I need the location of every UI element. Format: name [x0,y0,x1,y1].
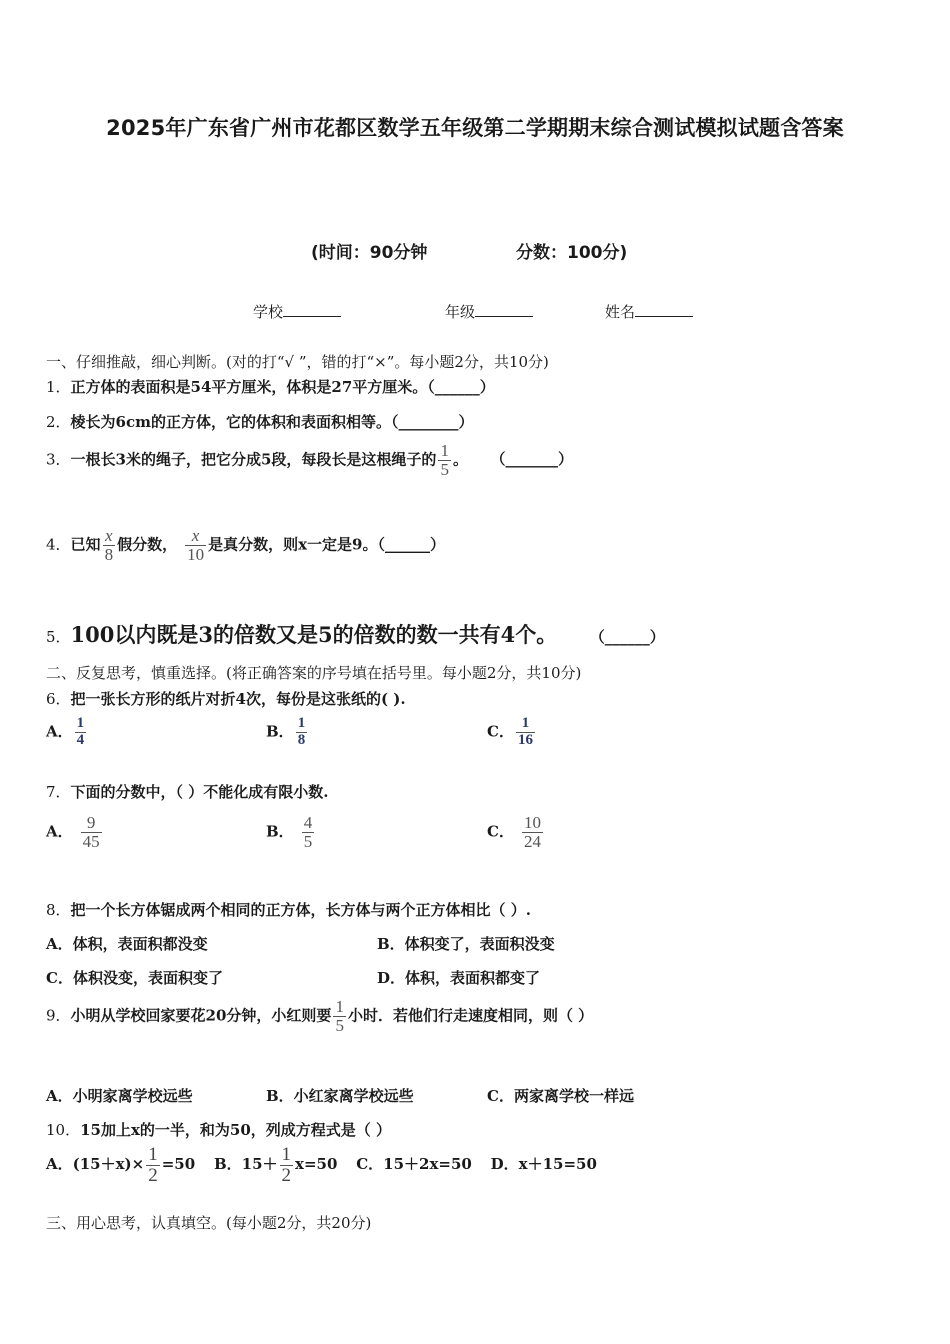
q7-option-c[interactable] [487,814,545,851]
q6-option-a[interactable] [46,716,88,749]
question-2 [46,411,474,432]
name-field[interactable] [605,301,693,322]
name-blank[interactable] [635,302,693,317]
option-label: A． [46,722,73,741]
school-label: 学校 [253,303,284,321]
q10-option-a[interactable]: A．(15＋x)× $\frac{1}{2}$ =50 [46,1144,196,1186]
question-number: 10． [46,1121,81,1139]
question-text: 下面的分数中，（ ）不能化成有限小数. [70,783,329,801]
fraction: $\frac{1}{4}$ [76,715,85,748]
q7-option-b[interactable] [266,814,316,851]
q8-option-b[interactable]: B．体积变了，表面积没变 [377,935,555,953]
fraction-x-over-8: $\frac{x}{8}$ [104,526,114,564]
section-1-heading: 一、仔细推敲，细心判断。(对的打“√ ”，错的打“×”。每小题2分，共10分) [46,353,549,371]
question-text-end: 小时．若他们行走速度相同，则（ ） [347,1006,594,1025]
answer-blank[interactable]: （_______） [497,450,573,469]
question-4 [46,527,445,564]
question-number: 9． [46,1006,71,1025]
option-label: C． [487,722,514,741]
question-text-mid: 假分数， [117,535,178,554]
school-blank[interactable] [283,302,341,317]
question-number: 6． [46,690,71,708]
grade-label: 年级 [445,303,476,321]
q8-option-c[interactable]: C．体积没变，表面积变了 [46,969,223,987]
exam-score: 分数：100分) [516,243,628,263]
q6-option-b[interactable] [266,716,309,749]
question-text: 棱长为6cm的正方体，它的体积和表面积相等。（________） [70,413,474,431]
question-text: 100以内既是3的倍数又是5的倍数的数一共有4个。 [70,622,558,647]
question-text: 一根长3米的绳子，把它分成5段，每段长是这根绳子的 [70,450,437,469]
fraction: $\frac{9}{45}$ [82,813,100,851]
option-label: A． [46,822,73,841]
fraction-one-half: $\frac{1}{2}$ [281,1144,292,1186]
question-10 [46,1119,391,1140]
school-field[interactable] [253,301,341,322]
q8-option-a[interactable]: A．体积，表面积都没变 [46,935,208,953]
section-2-heading: 二、反复思考，慎重选择。(将正确答案的序号填在括号里。每小题2分，共10分) [46,664,582,682]
q6-option-c[interactable] [487,716,537,749]
option-label: B． [266,822,294,841]
option-label: B． [266,722,294,741]
q10-option-c[interactable]: C．15＋2x=50 [356,1155,472,1174]
fraction-one-fifth: $\frac{1}{5}$ [440,441,449,479]
question-number: 3． [46,450,71,469]
q9-option-c[interactable]: C．两家离学校一样远 [487,1087,634,1105]
question-text-end: 是真分数，则x一定是9。（______） [208,535,445,554]
fraction-one-half: $\frac{1}{2}$ [148,1144,158,1186]
question-text: 已知 [70,535,101,554]
question-number: 2． [46,413,71,431]
section-3-heading: 三、用心思考，认真填空。(每小题2分，共20分) [46,1214,372,1232]
fraction-one-fifth: $\frac{1}{5}$ [335,997,344,1035]
fraction: $\frac{10}{24}$ [523,813,541,851]
question-number: 8． [46,901,71,919]
question-text: 把一个长方体锯成两个相同的正方体，长方体与两个正方体相比（ ）. [70,901,531,919]
question-text: 15加上x的一半，和为50，列成方程式是（ ） [80,1121,392,1139]
question-text: 正方体的表面积是54平方厘米，体积是27平方厘米。（______） [70,378,495,396]
fraction: $\frac{4}{5}$ [303,813,313,851]
question-text: 小明从学校回家要花20分钟，小红则要 [70,1006,332,1025]
q9-option-a[interactable]: A．小明家离学校远些 [46,1087,193,1105]
q9-option-b[interactable]: B．小红家离学校远些 [266,1087,414,1105]
question-1 [46,376,495,397]
document-title: 2025年广东省广州市花都区数学五年级第二学期期末综合测试模拟试题含答案 [106,116,844,140]
q10-option-d[interactable]: D．x＋15=50 [490,1155,597,1174]
fraction: $\frac{1}{16}$ [517,715,533,748]
fraction-x-over-10: $\frac{x}{10}$ [187,526,205,564]
option-label: C． [487,822,514,841]
question-9 [46,998,593,1035]
question-number: 7． [46,783,71,801]
q7-option-a[interactable] [46,814,104,851]
exam-time: (时间：90分钟 [311,243,428,263]
q10-option-b[interactable]: B．15＋ $\frac{1}{2}$ x=50 [213,1144,338,1186]
fraction: $\frac{1}{8}$ [297,715,306,748]
grade-blank[interactable] [475,302,533,317]
question-text-end: 。 [452,450,468,469]
answer-blank[interactable]: （______） [597,628,665,646]
grade-field[interactable] [445,301,533,322]
question-6 [46,688,406,709]
question-number: 5． [46,628,71,646]
question-5 [46,619,665,649]
question-text: 把一张长方形的纸片对折4次，每份是这张纸的( ). [70,690,406,708]
q8-option-d[interactable]: D．体积，表面积都变了 [377,969,541,987]
question-number: 1． [46,378,71,396]
question-7 [46,781,329,802]
question-number: 4． [46,535,71,554]
q10-options [46,1145,597,1186]
question-8 [46,899,531,920]
question-3 [46,442,573,479]
name-label: 姓名 [605,303,636,321]
